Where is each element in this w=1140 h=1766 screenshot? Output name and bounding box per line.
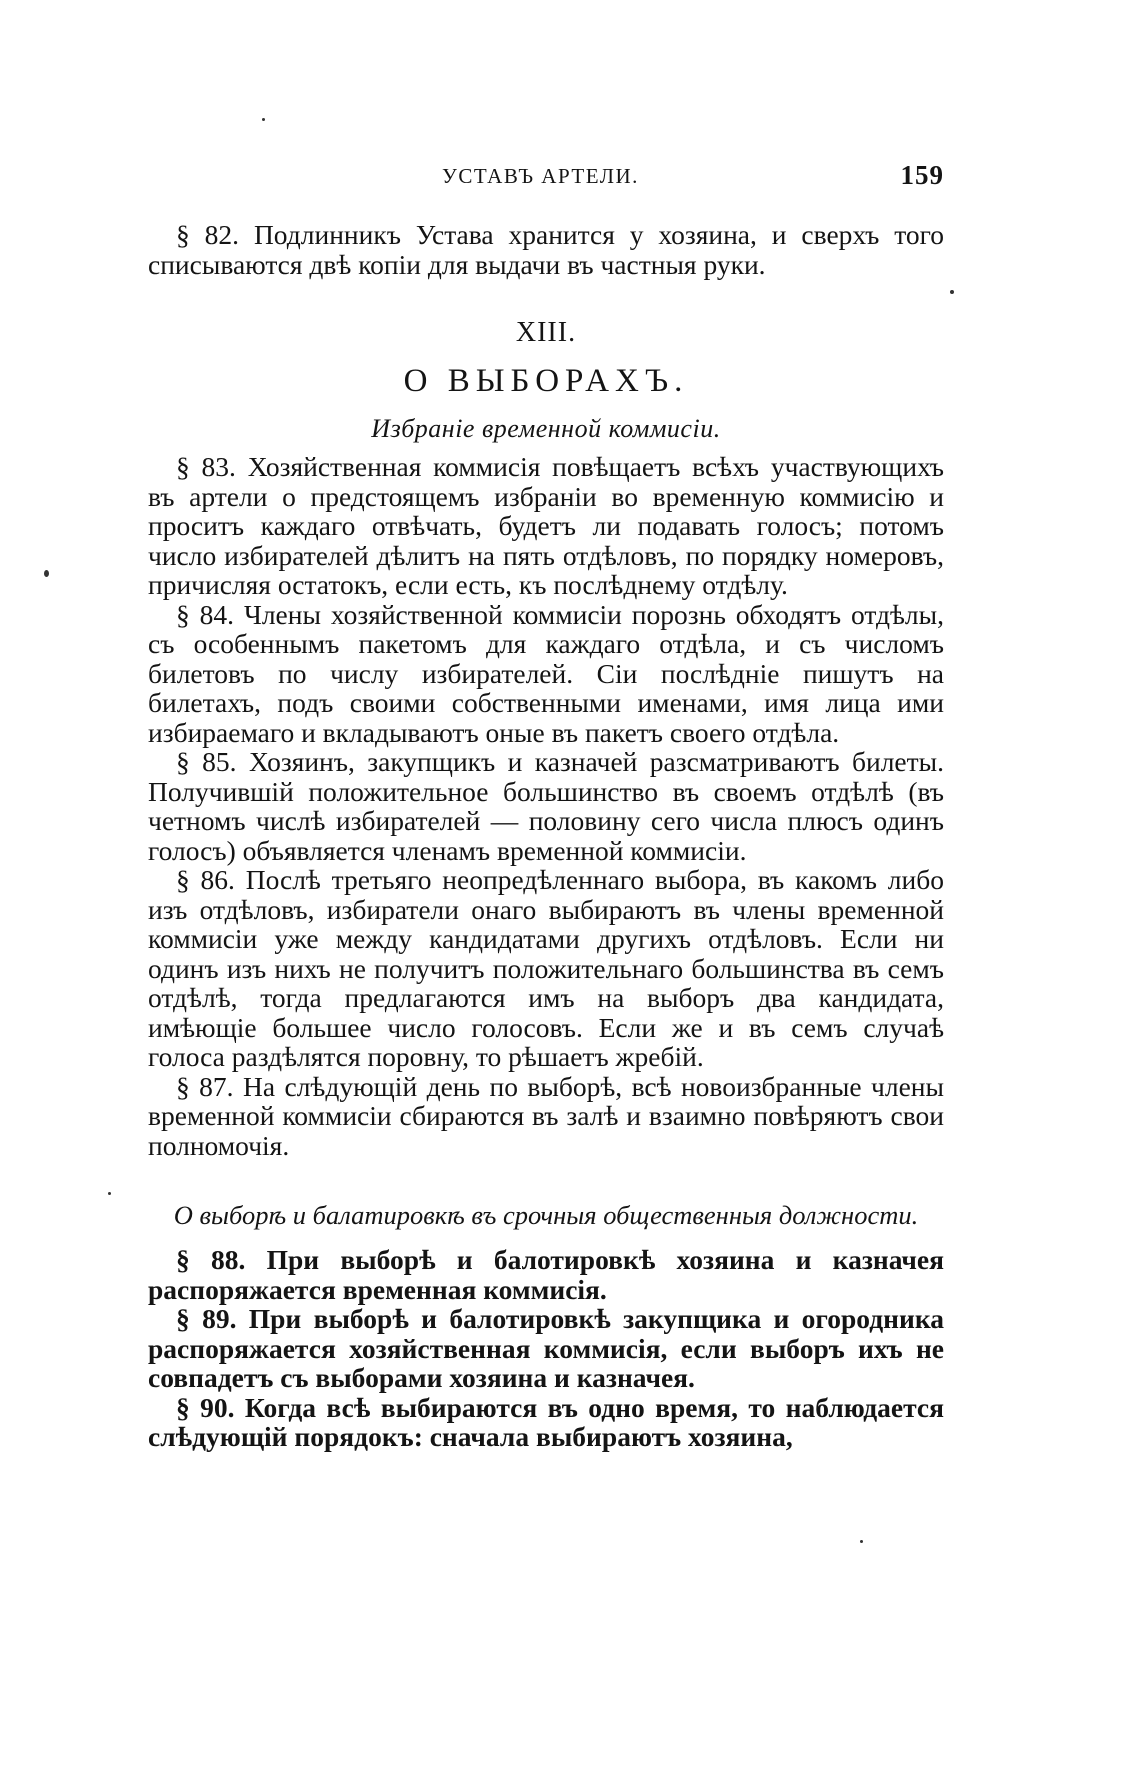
paragraph-84: § 84. Члены хозяйственной коммисіи порознь обходятъ отдѣлы, съ особеннымъ пакетомъ для каждаго отдѣла, и съ числомъ билетовъ по числу избирателей. Сіи послѣдніе пишутъ на билетахъ, подъ своими собственными именами, имя лица ими избираемаго и вкладываютъ оные въ пакетъ своего отдѣла. <box>148 598 944 748</box>
paragraph-83: § 83. Хозяйственная коммисія повѣщаетъ всѣхъ участвующихъ въ артели о предстоящемъ избраніи во временную коммисію и проситъ каждаго отвѣчать, будетъ ли подавать голосъ; потомъ число избирателей дѣлитъ на пять отдѣловъ, по порядку номеровъ, причисляя остатокъ, если есть, къ послѣднему отдѣлу. <box>148 451 944 600</box>
subheading-temporary-commission: Избраніе временной коммисіи. <box>371 414 721 443</box>
section-number: XIII. <box>515 317 577 348</box>
running-title: УСТАВЪ АРТЕЛИ. <box>442 164 639 188</box>
paragraph-86: § 86. Послѣ третьяго неопредѣленнаго выбора, въ какомъ либо изъ отдѣловъ, избиратели онаго выбираютъ въ члены временной коммисіи уже между кандидатами другихъ отдѣловъ. Если ни одинъ изъ нихъ не получитъ положительнаго большинства въ семъ отдѣлѣ, тогда предлагаются имъ на выборъ два кандидата, имѣющіе большее число голосовъ. Если же и въ семъ случаѣ голоса раздѣлятся поровну, то рѣшаетъ жребій. <box>148 864 944 1072</box>
paragraph-88: § 88. При выборѣ и балотировкѣ хозяина и казначея распоряжается временная коммисія. <box>148 1244 944 1305</box>
section-title: О ВЫБОРАХЪ. <box>403 363 689 399</box>
scan-speck <box>44 570 49 577</box>
paragraph-87: § 87. На слѣдующій день по выборѣ, всѣ новоизбранные члены временной коммисіи сбираются въ залѣ и взаимно повѣряютъ свои полномочія. <box>148 1070 944 1161</box>
paragraph-90: § 90. Когда всѣ выбираются въ одно время, то наблюдается слѣдующій порядокъ: сначала выбираютъ хозяина, <box>148 1391 944 1452</box>
paragraph-82: § 82. Подлинникъ Устава хранится у хозяина, и сверхъ того списываются двѣ копіи для выдачи въ частныя руки. <box>148 219 944 280</box>
page-number: 159 <box>900 160 944 190</box>
page <box>148 158 944 1452</box>
page-header <box>148 158 944 198</box>
scan-speck <box>108 1192 111 1195</box>
scan-speck <box>262 118 265 121</box>
paragraph-85: § 85. Хозяинъ, закупщикъ и казначей разсматриваютъ билеты. Получившій положительное большинство въ своемъ отдѣлѣ (въ четномъ числѣ избирателей — половину сего числа плюсъ одинъ голосъ) объявляется членамъ временной коммисіи. <box>148 746 944 866</box>
scan-speck <box>950 290 954 294</box>
subheading-elections: О выборѣ и балатировкѣ въ срочныя общественныя должности. <box>173 1200 919 1230</box>
scan-speck <box>860 1540 863 1543</box>
paragraph-89: § 89. При выборѣ и балотировкѣ закупщика и огородника распоряжается хозяйственная коммисія, если выборъ ихъ не совпадетъ съ выборами хозяина и казначея. <box>148 1303 944 1393</box>
